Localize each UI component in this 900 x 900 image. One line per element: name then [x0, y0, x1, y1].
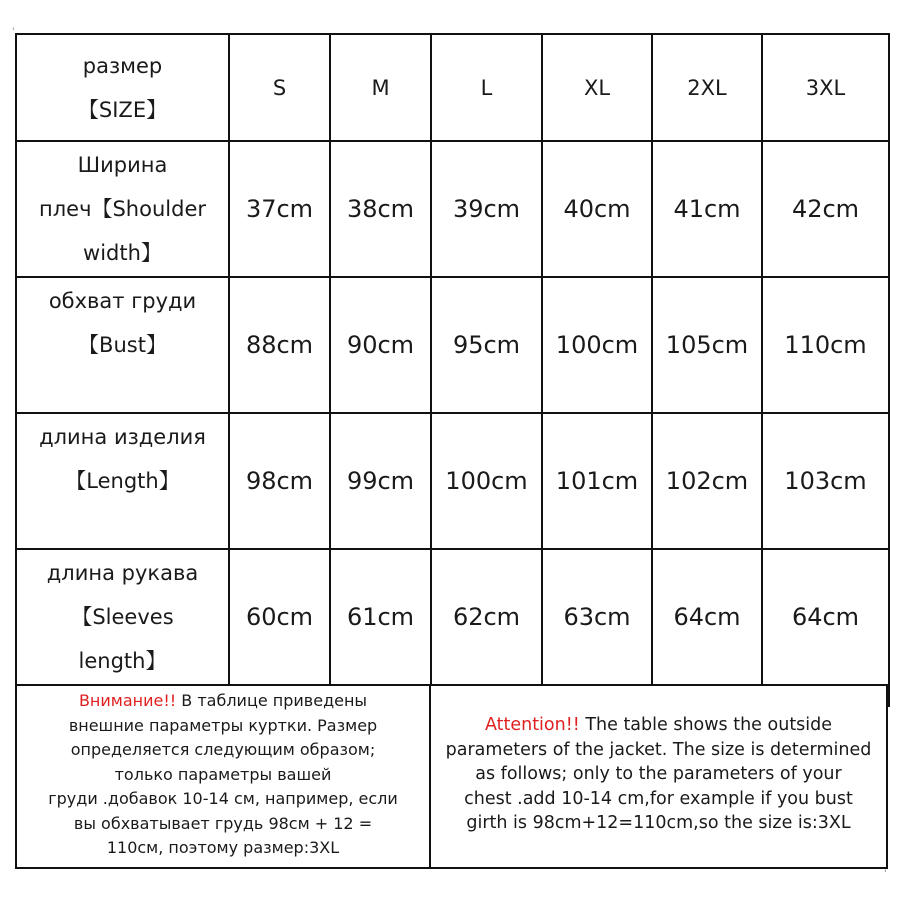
label-line: длина рукава	[46, 561, 199, 585]
table-cell: 64cm	[762, 549, 889, 685]
table-cell: 88cm	[229, 277, 330, 413]
size-3xl: 3XL	[762, 34, 889, 141]
table-cell: 41cm	[652, 141, 762, 277]
note-line	[431, 713, 886, 738]
table-row	[16, 549, 889, 685]
label-line: 【Bust】	[78, 333, 167, 357]
note-line: определяется следующим образом;	[70, 740, 376, 759]
note-line: груди .добавок 10-14 см, например, если	[48, 789, 398, 808]
note-line: parameters of the jacket. The size is determined	[445, 739, 872, 760]
table-cell: 98cm	[229, 413, 330, 549]
table-header-row	[16, 34, 889, 141]
size-m: M	[330, 34, 431, 141]
note-text: В таблице приведены	[176, 691, 368, 710]
corner-mark-top-left: '	[12, 27, 15, 37]
table-cell: 90cm	[330, 277, 431, 413]
note-line: только параметры вашей	[114, 764, 332, 784]
label-line: length】	[78, 649, 167, 673]
table-cell: 100cm	[542, 277, 652, 413]
table-cell: 99cm	[330, 413, 431, 549]
label-line: width】	[83, 241, 162, 265]
warning-label-ru: Внимание!!	[78, 691, 177, 710]
size-label-en: 【SIZE】	[77, 97, 168, 122]
label-line: длина изделия	[39, 425, 206, 449]
note-line: chest .add 10-14 cm,for example if you bust	[464, 788, 853, 809]
table-cell: 42cm	[762, 141, 889, 277]
table-row	[16, 413, 889, 549]
note-line: as follows; only to the parameters of your	[475, 764, 842, 784]
table-cell: 101cm	[542, 413, 652, 549]
warning-label-en: Attention!!	[484, 715, 580, 735]
row-label-length	[16, 413, 229, 549]
table-cell: 38cm	[330, 141, 431, 277]
table-row	[16, 277, 889, 413]
size-xl: XL	[542, 34, 652, 141]
note-line: вы обхватывает грудь 98см + 12 =	[73, 813, 373, 833]
table-cell: 100cm	[431, 413, 542, 549]
label-line: плеч【Shoulder	[39, 197, 206, 221]
table-cell: 62cm	[431, 549, 542, 685]
table-cell: 61cm	[330, 549, 431, 685]
note-text: The table shows the outside	[579, 715, 833, 735]
note-line: 110см, поэтому размер:3XL	[106, 838, 340, 857]
note-russian	[17, 684, 431, 867]
label-line: обхват груди	[48, 289, 197, 313]
table-cell: 63cm	[542, 549, 652, 685]
row-label-sleeves	[16, 549, 229, 685]
table-cell: 60cm	[229, 549, 330, 685]
table-cell: 39cm	[431, 141, 542, 277]
row-label-shoulder	[16, 141, 229, 277]
size-header-cell	[16, 34, 229, 141]
table-cell: 64cm	[652, 549, 762, 685]
size-2xl: 2XL	[652, 34, 762, 141]
edge-mark	[888, 683, 890, 707]
table-cell: 110cm	[762, 277, 889, 413]
table-cell: 95cm	[431, 277, 542, 413]
label-line: 【Sleeves	[71, 605, 174, 629]
table-cell: 103cm	[762, 413, 889, 549]
table-cell: 102cm	[652, 413, 762, 549]
size-l: L	[431, 34, 542, 141]
table-cell: 105cm	[652, 277, 762, 413]
note-line: внешние параметры куртки. Размер	[68, 715, 378, 735]
table-cell: 40cm	[542, 141, 652, 277]
label-line: Ширина	[77, 153, 168, 177]
note-line	[17, 689, 429, 714]
table-cell: 37cm	[229, 141, 330, 277]
label-line: 【Length】	[65, 469, 180, 493]
corner-mark-bottom-right: '	[884, 869, 887, 879]
note-line: girth is 98cm+12=110cm,so the size is:3XL	[466, 813, 851, 833]
note-english	[431, 684, 886, 867]
row-label-bust	[16, 277, 229, 413]
size-chart	[15, 33, 888, 869]
size-table	[15, 33, 890, 686]
size-s: S	[229, 34, 330, 141]
size-label-ru: размер	[82, 53, 163, 78]
table-row	[16, 141, 889, 277]
notes-row	[15, 684, 888, 869]
